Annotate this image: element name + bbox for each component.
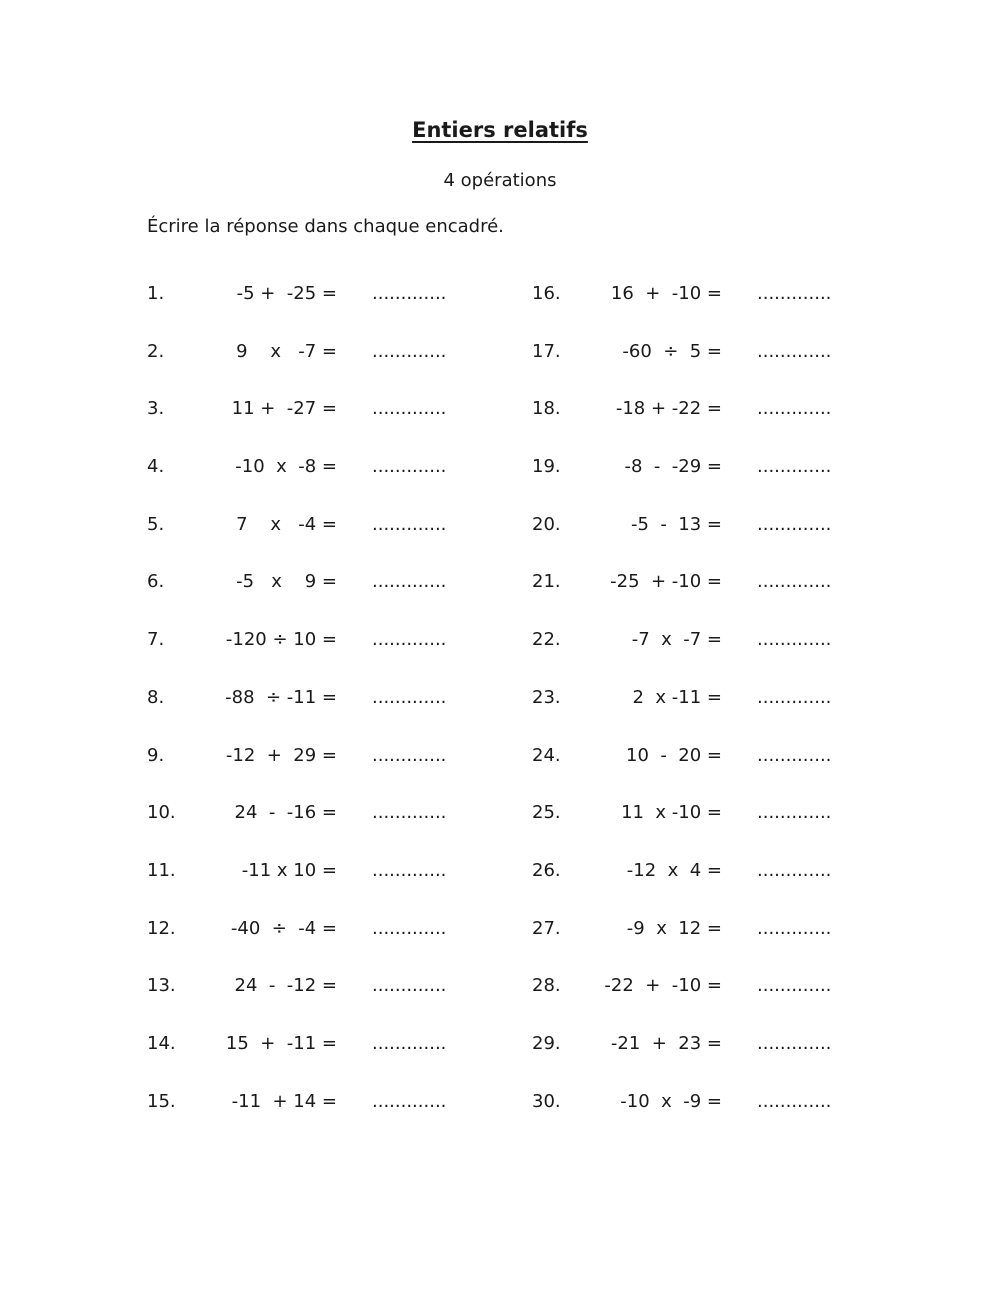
exercise-number: 9. <box>147 744 165 766</box>
exercise-row <box>385 393 885 451</box>
exercise-expression: -25 + -10 = <box>610 571 722 593</box>
exercise-expression: -8 - -29 = <box>624 456 722 478</box>
exercise-expression: -10 x -9 = <box>620 1090 722 1112</box>
exercise-row <box>385 1028 885 1086</box>
exercise-expression: 24 - -12 = <box>234 975 337 997</box>
answer-blank[interactable]: ............. <box>372 1090 447 1112</box>
page-title: Entiers relatifs <box>412 118 588 142</box>
answer-blank[interactable]: ............. <box>372 917 447 939</box>
answer-blank[interactable]: ............. <box>372 398 447 420</box>
exercise-number: 7. <box>147 629 165 651</box>
exercise-expression: 7 x -4 = <box>236 513 337 535</box>
exercise-expression: 10 - 20 = <box>626 744 722 766</box>
exercise-number: 13. <box>147 975 176 997</box>
exercise-row <box>385 509 885 567</box>
exercise-row <box>385 913 885 971</box>
exercise-number: 21. <box>532 571 561 593</box>
exercise-number: 28. <box>532 975 561 997</box>
exercise-number: 23. <box>532 686 561 708</box>
exercise-expression: -60 ÷ 5 = <box>622 340 722 362</box>
exercise-expression: -40 ÷ -4 = <box>230 917 337 939</box>
answer-blank[interactable]: ............. <box>372 802 447 824</box>
exercise-number: 17. <box>532 340 561 362</box>
exercise-expression: 15 + -11 = <box>225 1032 337 1054</box>
exercise-expression: -10 x -8 = <box>235 456 337 478</box>
answer-blank[interactable]: ............. <box>757 571 832 593</box>
answer-blank[interactable]: ............. <box>372 859 447 881</box>
exercise-expression: 11 + -27 = <box>231 398 337 420</box>
exercise-expression: 16 + -10 = <box>610 283 722 304</box>
answer-blank[interactable]: ............. <box>372 744 447 766</box>
exercise-expression: -5 + -25 = <box>236 283 337 304</box>
exercise-number: 15. <box>147 1090 176 1112</box>
exercise-row <box>385 624 885 682</box>
answer-blank[interactable]: ............. <box>757 629 832 651</box>
answer-blank[interactable]: ............. <box>757 686 832 708</box>
exercise-expression: -12 + 29 = <box>225 744 337 766</box>
exercise-expression: -88 ÷ -11 = <box>225 686 337 708</box>
answer-blank[interactable]: ............. <box>757 513 832 535</box>
exercise-number: 24. <box>532 744 561 766</box>
answer-blank[interactable]: ............. <box>372 975 447 997</box>
exercise-expression: 2 x -11 = <box>632 686 722 708</box>
answer-blank[interactable]: ............. <box>372 283 447 304</box>
answer-blank[interactable]: ............. <box>757 744 832 766</box>
answer-blank[interactable]: ............. <box>757 1032 832 1054</box>
page-subtitle: 4 opérations <box>443 170 557 191</box>
answer-blank[interactable]: ............. <box>757 456 832 478</box>
exercise-expression: -7 x -7 = <box>631 629 722 651</box>
exercise-number: 12. <box>147 917 176 939</box>
exercise-expression: -9 x 12 = <box>626 917 722 939</box>
answer-blank[interactable]: ............. <box>757 917 832 939</box>
answer-blank[interactable]: ............. <box>372 629 447 651</box>
exercise-number: 27. <box>532 917 561 939</box>
answer-blank[interactable]: ............. <box>757 398 832 420</box>
instruction-text: Écrire la réponse dans chaque encadré. <box>147 216 504 237</box>
answer-blank[interactable]: ............. <box>757 859 832 881</box>
exercise-number: 14. <box>147 1032 176 1054</box>
exercise-expression: -22 + -10 = <box>604 975 722 997</box>
exercise-expression: -11 x 10 = <box>241 859 337 881</box>
exercise-number: 6. <box>147 571 165 593</box>
exercise-row <box>385 970 885 1028</box>
answer-blank[interactable]: ............. <box>757 283 832 304</box>
answer-blank[interactable]: ............. <box>372 571 447 593</box>
exercise-expression: 9 x -7 = <box>236 340 337 362</box>
exercise-expression: -21 + 23 = <box>610 1032 722 1054</box>
exercise-number: 8. <box>147 686 165 708</box>
exercise-row <box>385 682 885 740</box>
exercise-column-right <box>385 278 885 1143</box>
answer-blank[interactable]: ............. <box>757 340 832 362</box>
exercise-number: 4. <box>147 456 165 478</box>
exercise-row <box>385 336 885 394</box>
exercise-expression: -120 ÷ 10 = <box>225 629 337 651</box>
answer-blank[interactable]: ............. <box>757 1090 832 1112</box>
exercise-number: 11. <box>147 859 176 881</box>
answer-blank[interactable]: ............. <box>757 975 832 997</box>
exercise-number: 30. <box>532 1090 561 1112</box>
exercise-row <box>385 797 885 855</box>
exercise-number: 2. <box>147 340 165 362</box>
exercise-number: 20. <box>532 513 561 535</box>
exercise-number: 1. <box>147 283 165 304</box>
exercise-expression: -18 + -22 = <box>615 398 722 420</box>
answer-blank[interactable]: ............. <box>757 802 832 824</box>
exercise-row <box>385 1086 885 1144</box>
exercise-number: 18. <box>532 398 561 420</box>
answer-blank[interactable]: ............. <box>372 513 447 535</box>
exercise-expression: -11 + 14 = <box>231 1090 337 1112</box>
exercise-row <box>385 451 885 509</box>
answer-blank[interactable]: ............. <box>372 340 447 362</box>
exercise-number: 29. <box>532 1032 561 1054</box>
answer-blank[interactable]: ............. <box>372 456 447 478</box>
exercise-expression: -12 x 4 = <box>626 859 722 881</box>
exercise-row <box>385 740 885 798</box>
exercise-row <box>385 566 885 624</box>
exercise-expression: 24 - -16 = <box>234 802 337 824</box>
exercise-number: 26. <box>532 859 561 881</box>
exercise-number: 22. <box>532 629 561 651</box>
exercise-number: 3. <box>147 398 165 420</box>
exercise-number: 10. <box>147 802 176 824</box>
answer-blank[interactable]: ............. <box>372 1032 447 1054</box>
answer-blank[interactable]: ............. <box>372 686 447 708</box>
exercise-expression: 11 x -10 = <box>621 802 722 824</box>
exercise-row <box>385 855 885 913</box>
exercise-number: 5. <box>147 513 165 535</box>
exercise-expression: -5 - 13 = <box>630 513 722 535</box>
exercise-number: 16. <box>532 283 561 304</box>
exercise-row <box>385 278 885 336</box>
exercise-number: 19. <box>532 456 561 478</box>
exercise-expression: -5 x 9 = <box>236 571 337 593</box>
exercise-number: 25. <box>532 802 561 824</box>
